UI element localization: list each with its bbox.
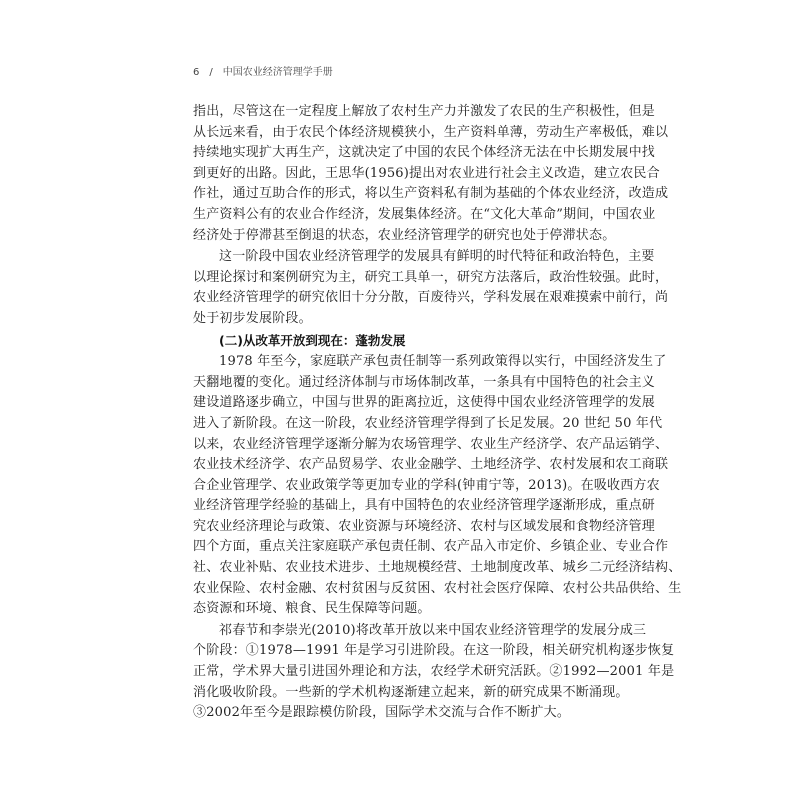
text-line: 社、农业补贴、农业技术进步、土地规模经营、土地制度改革、城乡二元经济结构、: [193, 560, 682, 576]
paragraph: [193, 247, 669, 329]
text-line: 合企业管理学、农业政策学等更加专业的学科(钟甫宁等，2013)。在吸收西方农: [193, 477, 660, 493]
text-line: 作社，通过互助合作的形式，将以生产资料私有制为基础的个体农业经济，改造成: [193, 186, 669, 202]
text-line: 生产资料公有的农业合作经济，发展集体经济。在“文化大革命”期间，中国农业: [193, 206, 656, 222]
text-line: 消化吸收阶段。一些新的学术机构逐渐建立起来，新的研究成果不断涌现。: [193, 684, 629, 700]
running-header: [193, 63, 333, 78]
text-line: 1978 年至今，家庭联产承包责任制等一系列政策得以实行，中国经济发生了: [219, 354, 667, 370]
text-line: 到更好的出路。因此，王思华(1956)提出对农业进行社会主义改造，建立农民合: [193, 165, 660, 181]
text-line: 态资源和环境、粮食、民生保障等问题。: [193, 601, 431, 617]
text-line: 处于初步发展阶段。: [193, 310, 312, 326]
text-line: 祁春节和李崇光(2010)将改革开放以来中国农业经济管理学的发展分成三: [219, 622, 647, 638]
body-text: [193, 102, 682, 724]
text-line: ③2002年至今是跟踪模仿阶段，国际学术交流与合作不断扩大。: [193, 705, 571, 721]
paragraph: [193, 352, 682, 620]
text-line: 建设道路逐步确立，中国与世界的距离拉近，这使得中国农业经济管理学的发展: [193, 395, 656, 411]
page-number: 6: [193, 67, 200, 78]
text-line: 农业经济管理学的研究依旧十分分散，百废待兴，学科发展在艰难摸索中前行，尚: [193, 290, 669, 306]
text-line: 个阶段：①1978—1991 年是学习引进阶段。在这一阶段，相关研究机构逐步恢复: [193, 643, 675, 659]
text-line: 天翻地覆的变化。通过经济体制与市场体制改革，一条具有中国特色的社会主义: [193, 374, 656, 390]
paragraph: [193, 621, 675, 724]
paragraph: [193, 102, 669, 246]
book-title: 中国农业经济管理学手册: [222, 67, 333, 78]
text-line: 农业保险、农村金融、农村贫困与反贫困、农村社会医疗保障、农村公共品供给、生: [193, 580, 682, 596]
text-line: 这一阶段中国农业经济管理学的发展具有鲜明的时代特征和政治特色，主要: [219, 249, 655, 265]
text-line: 指出，尽管这在一定程度上解放了农村生产力并激发了农民的生产积极性，但是: [193, 104, 656, 119]
text-line: 以来，农业经济管理学逐渐分解为农场管理学、农业生产经济学、农产品运销学、: [193, 436, 669, 452]
section-heading: (二)从改革开放到现在：蓬勃发展: [219, 332, 406, 348]
text-line: 经济处于停滞甚至倒退的状态，农业经济管理学的研究也处于停滞状态。: [193, 227, 616, 243]
text-line: 业经济管理学经验的基础上，具有中国特色的农业经济管理学逐渐形成，重点研: [193, 498, 656, 514]
header-separator: /: [209, 67, 213, 78]
text-line: 从长远来看，由于农民个体经济规模狭小，生产资料单薄，劳动生产率极低，难以: [193, 124, 669, 140]
text-line: 究农业经济理论与政策、农业资源与环境经济、农村与区域发展和食物经济管理: [193, 518, 656, 534]
text-line: 以理论探讨和案例研究为主，研究工具单一，研究方法落后，政治性较强。此时，: [193, 269, 669, 285]
text-line: 四个方面，重点关注家庭联产承包责任制、农产品入市定价、乡镇企业、专业合作: [193, 539, 669, 555]
text-line: 进入了新阶段。在这一阶段，农业经济管理学得到了长足发展。20 世纪 50 年代: [193, 415, 663, 431]
text-line: 农业技术经济学、农产品贸易学、农业金融学、土地经济学、农村发展和农工商联: [193, 457, 669, 473]
text-line: 正常，学术界大量引进国外理论和方法，农经学术研究活跃。②1992—2001 年是: [193, 664, 675, 680]
text-line: 持续地实现扩大再生产，这就决定了中国的农民个体经济无法在中长期发展中找: [193, 145, 656, 161]
